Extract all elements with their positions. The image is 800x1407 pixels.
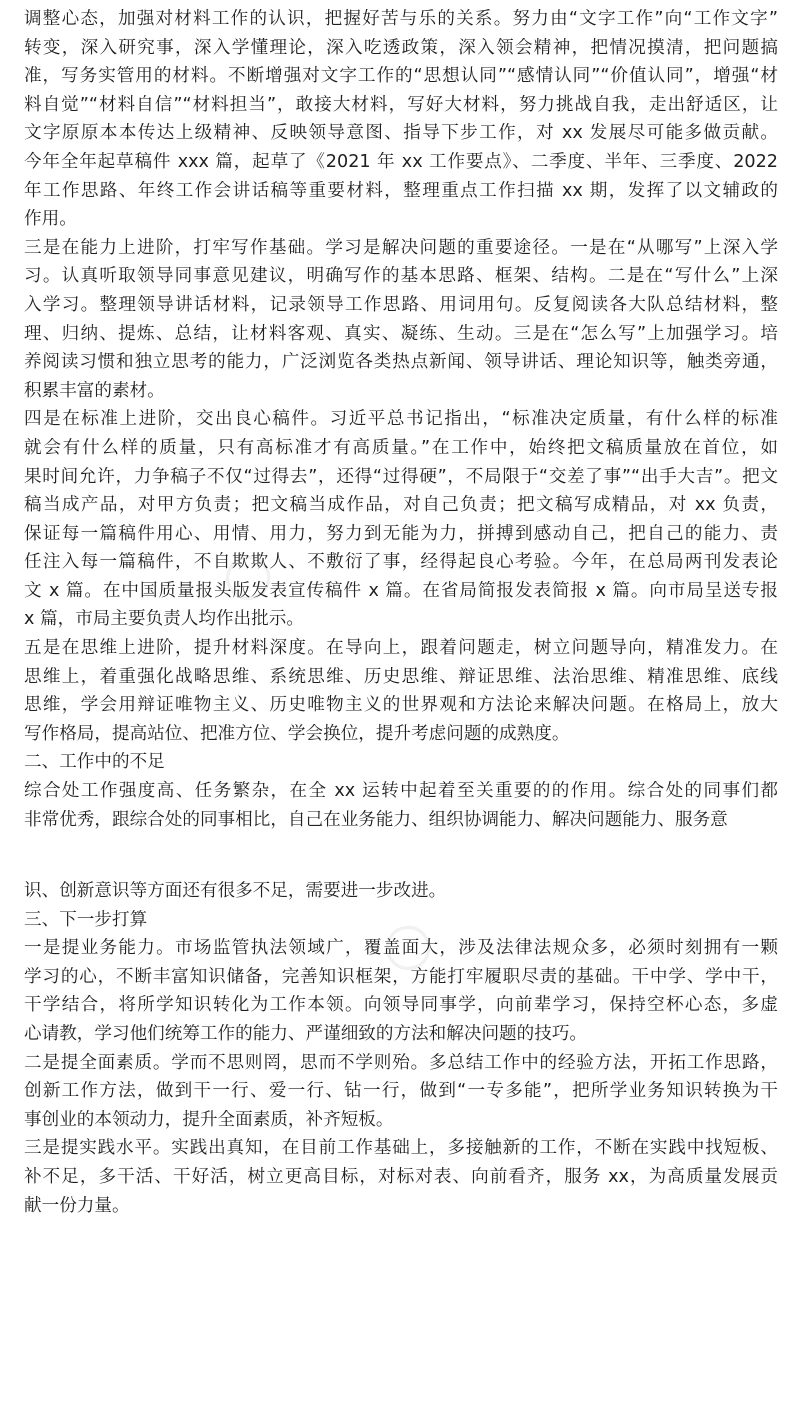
text-line: 料自觉”“材料自信”“材料担当”，敢接大材料，写好大材料，努力挑战自我，走出舒适区，让	[24, 94, 778, 115]
text-line: 四是在标准上进阶，交出良心稿件。习近平总书记指出，“标准决定质量，有什么样的标准	[24, 409, 778, 430]
text-line: 思维上，着重强化战略思维、系统思维、历史思维、辩证思维、法治思维、精准思维、底线	[24, 666, 778, 687]
text-line: 事创业的本领动力，提升全面素质，补齐短板。	[24, 1109, 394, 1130]
text-line: 三是在能力上进阶，打牢写作基础。学习是解决问题的重要途径。一是在“从哪写”上深入学	[24, 237, 778, 258]
watermark: ○	[364, 901, 446, 987]
text-line: 学习的心，不断丰富知识储备，完善知识框架，方能打牢履职尽责的基础。干中学、学中干，	[24, 966, 778, 987]
text-line: 心请教，学习他们统筹工作的能力、严谨细致的方法和解决问题的技巧。	[24, 1023, 588, 1044]
watermark: ○	[204, 531, 286, 617]
text-line: 果时间允许，力争稿子不仅“过得去”，还得“过得硬”，不局限于“交差了事”“出手大吉”。把文	[24, 466, 778, 487]
text-block-page2	[24, 877, 778, 1220]
text-line: 就会有什么样的质量，只有高标准才有高质量。”在工作中，始终把文稿质量放在首位，如	[24, 437, 778, 458]
text-line: x 篇，市局主要负责人均作出批示。	[24, 609, 304, 630]
text-line: 转变，深入研究事，深入学懂理论，深入吃透政策，深入领会精神，把情况摸清，把问题搞	[24, 37, 778, 58]
text-line: 干学结合，将所学知识转化为工作本领。向领导同事学，向前辈学习，保持空杯心态，多虚	[24, 995, 778, 1016]
text-line: 综合处工作强度高、任务繁杂，在全 xx 运转中起着至关重要的的作用。综合处的同事们都	[24, 781, 778, 802]
text-block-page1	[24, 5, 778, 834]
text-line: 三是提实践水平。实践出真知，在目前工作基础上，多接触新的工作，不断在实践中找短板、	[24, 1138, 778, 1159]
text-line: 献一份力量。	[24, 1195, 130, 1216]
text-line: 入学习。整理领导讲话材料，记录领导工作思路、用词用句。反复阅读各大队总结材料，整	[24, 294, 778, 315]
text-line: 补不足，多干活、干好活，树立更高目标，对标对表、向前看齐，服务 xx，为高质量发展贡	[24, 1166, 778, 1187]
text-line: 习。认真听取领导同事意见建议，明确写作的基本思路、框架、结构。二是在“写什么”上深	[24, 266, 778, 287]
text-line: 二、工作中的不足	[24, 752, 165, 773]
text-line: 思维，学会用辩证唯物主义、历史唯物主义的世界观和方法论来解决问题。在格局上，放大	[24, 695, 778, 716]
text-line: 二是提全面素质。学而不思则罔，思而不学则殆。多总结工作中的经验方法，开拓工作思路，	[24, 1052, 778, 1073]
text-line: 养阅读习惯和独立思考的能力，广泛浏览各类热点新闻、领导讲话、理论知识等，触类旁通，	[24, 352, 778, 373]
text-line: 理、归纳、提炼、总结，让材料客观、真实、凝练、生动。三是在“怎么写”上加强学习。培	[24, 323, 778, 344]
text-line: 今年全年起草稿件 xxx 篇，起草了《2021 年 xx 工作要点》、二季度、半年、三季度、2022	[24, 151, 778, 172]
text-line: 五是在思维上进阶，提升材料深度。在导向上，跟着问题走，树立问题导向，精准发力。在	[24, 638, 778, 659]
text-line: 一是提业务能力。市场监管执法领域广，覆盖面大，涉及法律法规众多，必须时刻拥有一颗	[24, 938, 778, 959]
text-line: 识、创新意识等方面还有很多不足，需要进一步改进。	[24, 881, 447, 901]
text-line: 积累丰富的素材。	[24, 380, 165, 401]
text-line: 调整心态，加强对材料工作的认识，把握好苦与乐的关系。努力由“文字工作”向“工作文字”	[24, 9, 778, 29]
text-line: 文 x 篇。在中国质量报头版发表宣传稿件 x 篇。在省局简报发表简报 x 篇。向市局呈送专报	[24, 580, 778, 601]
text-line: 保证每一篇稿件用心、用情、用力，努力到无能为力，拼搏到感动自己，把自己的能力、责	[24, 523, 778, 544]
text-line: 写作格局，提高站位、把准方位、学会换位，提升考虑问题的成熟度。	[24, 723, 570, 744]
text-line: 稿当成产品，对甲方负责；把文稿当成作品，对自己负责；把文稿写成精品，对 xx 负责，	[24, 495, 778, 516]
text-line: 任注入每一篇稿件，不自欺欺人、不敷衍了事，经得起良心考验。今年，在总局两刊发表论	[24, 552, 778, 573]
text-line: 年工作思路、年终工作会讲话稿等重要材料，整理重点工作扫描 xx 期，发挥了以文辅政的	[24, 180, 778, 201]
text-line: 非常优秀，跟综合处的同事相比，自己在业务能力、组织协调能力、解决问题能力、服务意	[24, 809, 728, 830]
text-line: 三、下一步打算	[24, 909, 148, 930]
text-line: 创新工作方法，做到干一行、爱一行、钻一行，做到“一专多能”，把所学业务知识转换为干	[24, 1081, 778, 1102]
text-line: 准，写务实管用的材料。不断增强对文字工作的“思想认同”“感情认同”“价值认同”，增强“材	[24, 66, 778, 87]
text-line: 作用。	[24, 209, 77, 230]
text-line: 文字原原本本传达上级精神、反映领导意图、指导下步工作，对 xx 发展尽可能多做贡献。	[24, 123, 778, 144]
